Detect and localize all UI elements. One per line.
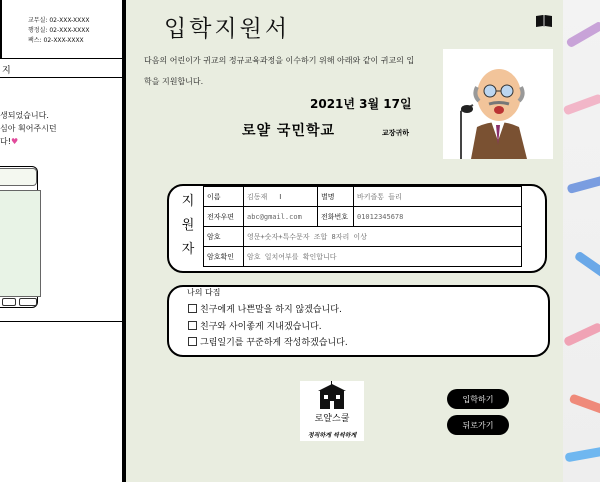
phone-label: 전화번호 [318,207,354,227]
left-separator [0,77,123,78]
name-field[interactable] [244,187,318,207]
left-form-body [0,190,41,297]
left-separator-2 [0,321,123,322]
pencil-shape [567,175,600,194]
decorative-pencils-image [563,0,600,482]
password-confirm-label: 암호확인 [204,247,244,267]
name-label: 이름 [204,187,244,207]
left-message-line-3 [0,136,18,147]
pledge-item-3[interactable] [188,335,348,348]
email-value: abc@gmail.com [247,212,302,221]
logo-name: 로얄스쿨 [314,414,350,424]
intro-text-line-1: 다음의 어린이가 귀교의 정규교육과정을 이수하기 위해 아래와 같이 귀교의 입 [144,56,415,65]
principal-illustration [443,49,553,159]
applicant-table [203,186,522,267]
book-icon [535,13,553,27]
contact-line-1: 교무실: 02-XXX-XXXX [28,17,90,24]
password-field[interactable] [244,227,522,247]
email-field[interactable] [244,207,318,227]
intro-text-line-2: 학을 지원합니다. [144,77,204,86]
nickname-value: 바키즐통 들리 [357,192,402,201]
side-char: 자 [181,242,195,257]
nickname-label: 별명 [318,187,354,207]
left-divider [0,0,2,58]
left-message-text: 다! [0,137,11,146]
contact-line-2: 행정실: 02-XXX-XXXX [28,27,90,34]
email-label: 전자우편 [204,207,244,227]
password-confirm-value: 암호 일치여부를 확인합니다 [247,252,337,261]
pencil-shape [565,21,600,49]
password-label: 암호 [204,227,244,247]
back-button[interactable]: 뒤로가기 [447,415,509,435]
side-char: 지 [181,194,195,209]
password-confirm-field[interactable] [244,247,522,267]
nickname-field[interactable] [354,187,522,207]
password-value: 영문+숫자+특수문자 조합 8자리 이상 [247,232,367,241]
checkbox[interactable] [188,337,197,346]
pencil-shape [569,393,600,415]
pledge-item-2[interactable] [188,319,322,332]
pencil-shape [565,447,600,463]
left-mini-button-2 [19,298,37,306]
name-value: 김동재 [247,192,268,201]
left-message-line-1: 생되었습니다. [0,111,49,120]
left-contact-info [0,0,122,59]
pledge-item-label: 친구와 사이좋게 지내겠습니다. [200,322,322,332]
text-cursor: I [279,192,282,201]
applicant-side-label [176,190,200,262]
left-edge-line [122,0,123,482]
left-heading: 지 [2,66,11,76]
pledge-item-label: 친구에게 나쁜말을 하지 않겠습니다. [200,305,342,315]
phone-field[interactable] [354,207,522,227]
application-date: 2021년 3월 17일 [310,97,412,111]
contact-line-3: 팩스: 02-XXX-XXXX [28,37,84,44]
phone-value: 01012345678 [357,212,404,221]
school-building-icon [300,381,364,411]
left-mini-button-1 [2,298,16,306]
checkbox[interactable] [188,321,197,330]
pencil-shape [574,250,600,278]
pencil-shape [563,93,600,115]
pencil-shape [563,322,600,347]
heart-icon: ♥ [10,137,19,146]
left-form-input [0,168,37,186]
pledge-title: 나의 다짐 [187,288,221,297]
checkbox[interactable] [188,304,197,313]
side-char: 원 [181,218,195,233]
logo-slogan: 정직하게 씩씩하게 [307,432,357,439]
submit-button[interactable]: 입학하기 [447,389,509,409]
principal-suffix: 교장귀하 [382,129,410,137]
pledge-item-1[interactable] [188,302,342,315]
school-name: 로얄 국민학교 [242,123,336,139]
page-title: 입학지원서 [164,16,291,42]
pledge-item-label: 그림일기를 꾸준하게 작성하겠습니다. [200,338,348,348]
left-message-line-2: 심아 획어주시던 [0,124,57,133]
